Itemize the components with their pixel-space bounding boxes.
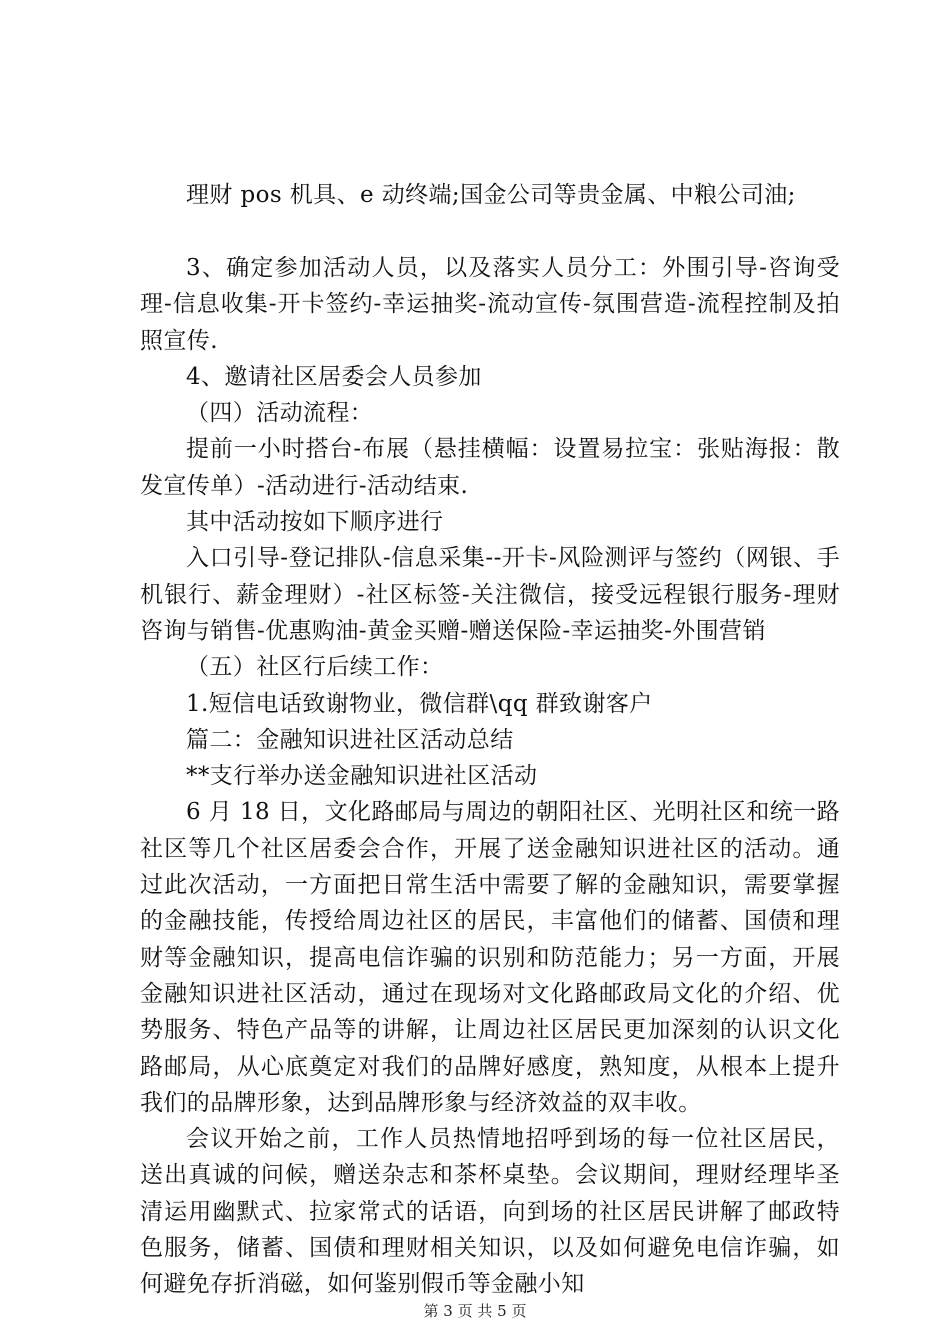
paragraph-meeting: 会议开始之前，工作人员热情地招呼到场的每一位社区居民，送出真诚的问候，赠送杂志和茶杯桌垫。会议期间，理财经理毕圣清运用幽默式、拉家常式的话语，向到场的社区居民讲解了邮政特色服务，储蓄、国债和理财相关知识，以及如何避免电信诈骗，如何避免存折消磁，如何鉴别假币等金融小知 (140, 1126, 840, 1298)
text-line-intro: 理财 pos 机具、e 动终端;国金公司等贵金属、中粮公司油; (186, 182, 796, 208)
article-title: 篇二：金融知识进社区活动总结 (186, 726, 514, 753)
paragraph-staffing: 3、确定参加活动人员，以及落实人员分工：外围引导-咨询受理-信息收集-开卡签约-幸运抽奖-流动宣传-氛围营造-流程控制及拍照宣传. (140, 255, 840, 354)
paragraph-invite-committee: 4、邀请社区居委会人员参加 (186, 363, 482, 390)
document-body (140, 177, 840, 1303)
article-subtitle: **支行举办送金融知识进社区活动 (186, 763, 538, 790)
paragraph-setup: 提前一小时搭台-布展（悬挂横幅：设置易拉宝：张贴海报：散发宣传单）-活动进行-活动结束. (140, 436, 840, 499)
paragraph-event-summary: 6 月 18 日，文化路邮局与周边的朝阳社区、光明社区和统一路社区等几个社区居委会合作，开展了送金融知识进社区的活动。通过此次活动，一方面把日常生活中需要了解的金融知识，需要掌握的金融技能，传授给周边社区的居民，丰富他们的储蓄、国债和理财等金融知识，提高电信诈骗的识别和防范能力；另一方面，开展金融知识进社区活动，通过在现场对文化路邮政局文化的介绍、优势服务、特色产品等的讲解，让周边社区居民更加深刻的认识文化路邮局，从心底奠定对我们的品牌好感度，熟知度，从根本上提升我们的品牌形象，达到品牌形象与经济效益的双丰收。 (140, 799, 840, 1116)
paragraph-activity-sequence: 入口引导-登记排队-信息采集--开卡-风险测评与签约（网银、手机银行、薪金理财）-社区标签-关注微信，接受远程银行服务-理财咨询与销售-优惠购油-黄金买赠-赠送保险-幸运抽奖-外围营销 (140, 545, 840, 644)
paragraph-spacer (140, 213, 840, 250)
section-heading-followup: （五）社区行后续工作： (186, 654, 444, 681)
page-number-footer: 第 3 页 共 5 页 (423, 1302, 527, 1320)
paragraph-order-intro: 其中活动按如下顺序进行 (186, 509, 444, 536)
paragraph-thanks: 1.短信电话致谢物业，微信群\qq 群致谢客户 (186, 690, 653, 717)
section-heading-process: （四）活动流程： (186, 400, 374, 427)
